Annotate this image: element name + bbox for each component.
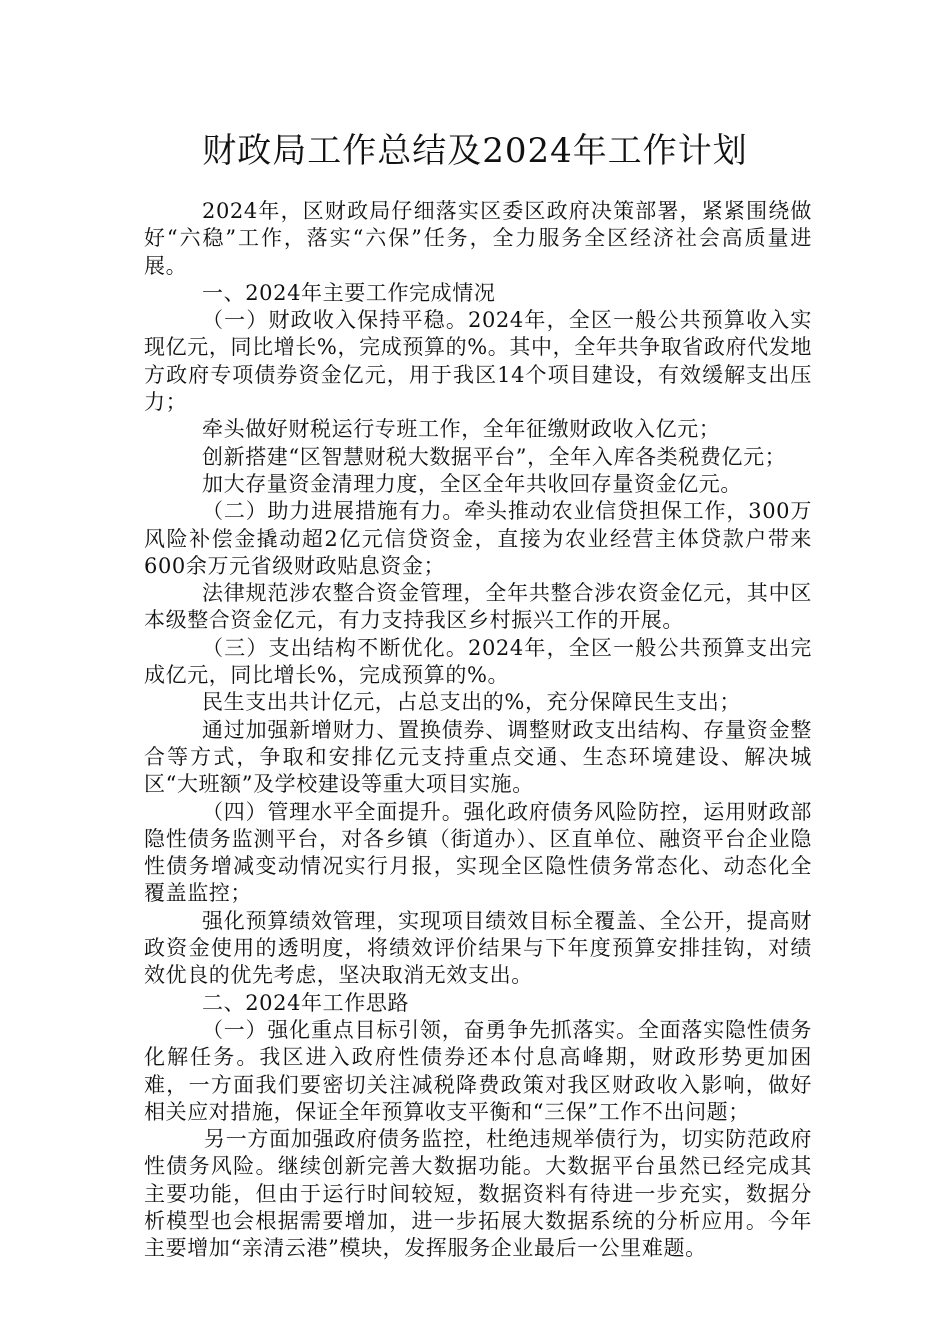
document-title: 财政局工作总结及2024年工作计划 xyxy=(202,131,748,171)
paragraph: （四）管理水平全面提升。强化政府债务风险防控，运用财政部隐性债务监测平台，对各乡镇（街道办）、区直单位、融资平台企业隐性债务增减变动情况实行月报，实现全区隐性债务常态化、动态化全覆盖监控； xyxy=(144,799,812,906)
document-body xyxy=(144,198,812,1263)
section-heading-2: 二、2024年工作思路 xyxy=(202,990,410,1015)
paragraph: 通过加强新增财力、置换债券、调整财政支出结构、存量资金整合等方式，争取和安排亿元支持重点交通、生态环境建设、解决城区“大班额”及学校建设等重大项目实施。 xyxy=(144,717,812,797)
paragraph: 另一方面加强政府债务监控，杜绝违规举债行为，切实防范政府性债务风险。继续创新完善大数据功能。大数据平台虽然已经完成其主要功能，但由于运行时间较短，数据资料有待进一步充实，数据分析模型也会根据需要增加，进一步拓展大数据系统的分析应用。今年主要增加“亲清云港”模块，发挥服务企业最后一公里难题。 xyxy=(144,1127,812,1261)
paragraph: 法律规范涉农整合资金管理，全年共整合涉农资金亿元，其中区本级整合资金亿元，有力支持我区乡村振兴工作的开展。 xyxy=(144,581,812,633)
paragraph: 加大存量资金清理力度，全区全年共收回存量资金亿元。 xyxy=(202,471,742,496)
paragraph: （三）支出结构不断优化。2024年，全区一般公共预算支出完成亿元，同比增长%，完成预算的%。 xyxy=(144,635,812,688)
paragraph: （一）强化重点目标引领，奋勇争先抓落实。全面落实隐性债务化解任务。我区进入政府性债券还本付息高峰期，财政形势更加困难，一方面我们要密切关注减税降费政策对我区财政收入影响，做好相关应对措施，保证全年预算收支平衡和“三保”工作不出问题； xyxy=(144,1017,812,1124)
paragraph: （二）助力进展措施有力。牵头推动农业信贷担保工作，300万风险补偿金撬动超2亿元信贷资金，直接为农业经营主体贷款户带来600余万元省级财政贴息资金； xyxy=(144,499,812,578)
paragraph-intro: 2024年，区财政局仔细落实区委区政府决策部署，紧紧围绕做好“六稳”工作，落实“六保”任务，全力服务全区经济社会高质量进展。 xyxy=(144,199,812,278)
paragraph: 强化预算绩效管理，实现项目绩效目标全覆盖、全公开，提高财政资金使用的透明度，将绩效评价结果与下年度预算安排挂钩，对绩效优良的优先考虑，坚决取消无效支出。 xyxy=(144,908,812,988)
paragraph: 民生支出共计亿元，占总支出的%，充分保障民生支出； xyxy=(202,690,741,715)
section-heading-1: 一、2024年主要工作完成情况 xyxy=(202,280,496,305)
paragraph: （一）财政收入保持平稳。2024年，全区一般公共预算收入实现亿元，同比增长%，完成预算的%。其中，全年共争取省政府代发地方政府专项债券资金亿元，用于我区14个项目建设，有效缓解支出压力； xyxy=(144,308,812,415)
paragraph: 牵头做好财税运行专班工作，全年征缴财政收入亿元； xyxy=(202,417,721,442)
paragraph: 创新搭建“区智慧财税大数据平台”，全年入库各类税费亿元； xyxy=(202,444,787,469)
